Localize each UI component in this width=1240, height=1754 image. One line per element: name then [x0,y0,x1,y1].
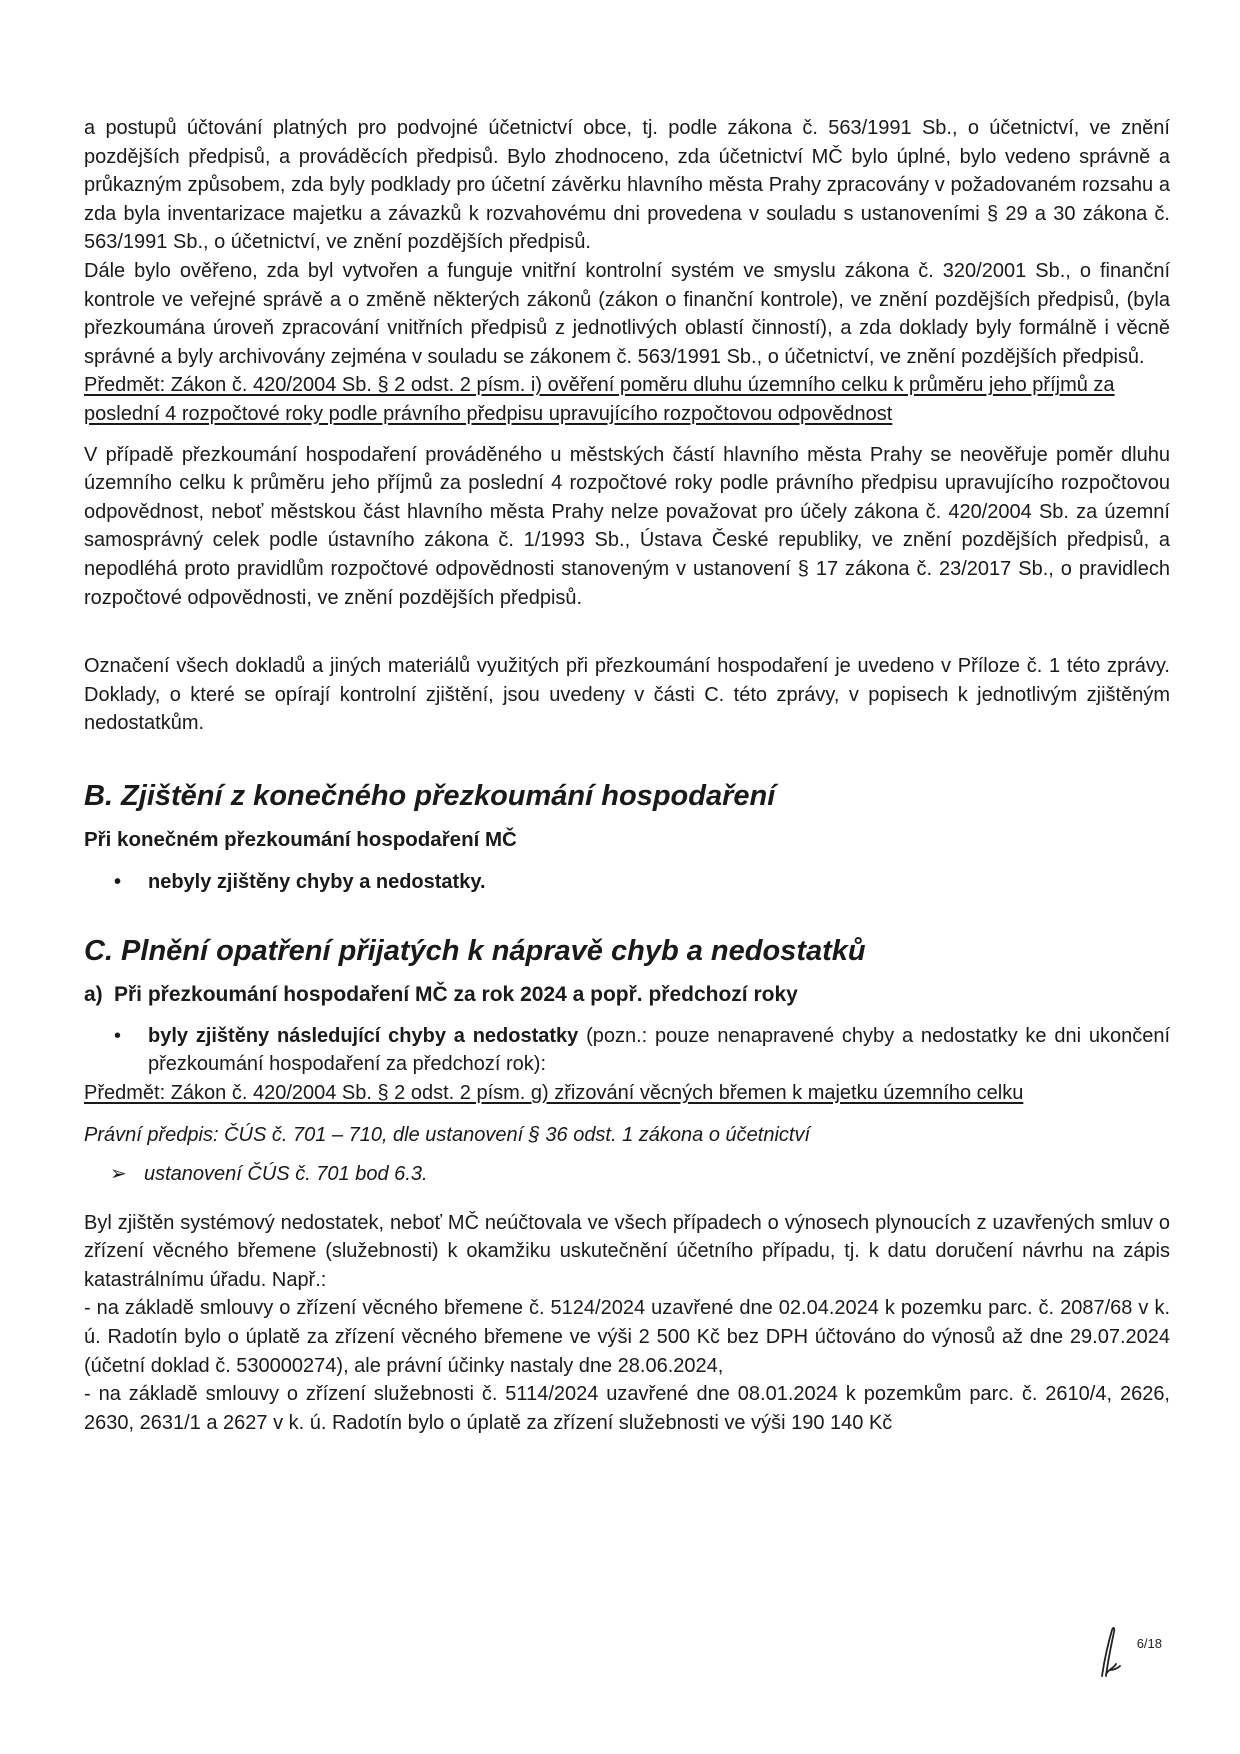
section-b-heading: B. Zjištění z konečného přezkoumání hospodaření [84,779,776,812]
page-number: 6/18 [1136,1636,1162,1651]
subject-easements: Předmět: Zákon č. 420/2004 Sb. § 2 odst. 2 písm. g) zřizování věcných břemen k majetku územního celku [84,1081,1024,1104]
section-c-bullet-bold: byly zjištěny následující chyby a nedostatky [148,1024,579,1047]
arrow-bullet-icon: ➢ [110,1163,127,1186]
section-c-bullet [84,1022,1170,1079]
finding-example-1: - na základě smlouvy o zřízení věcného břemene č. 5124/2024 uzavřené dne 02.04.2024 k pozemku parc. č. 2087/68 v k. ú. Radotín bylo o úplatě za zřízení věcného břemene ve výši 2 500 Kč bez DPH účtováno do výnosů až dne 29.07.2024 (účetní doklad č. 530000274), ale právní účinky nastaly dne 28.06.2024, [84,1297,1170,1377]
section-b-bullet-text: nebyly zjištěny chyby a nedostatky. [148,871,486,894]
section-b-lead: Při konečném přezkoumání hospodaření MČ [84,827,517,851]
section-b-bullet [84,868,1170,897]
subject-debt-ratio: Předmět: Zákon č. 420/2004 Sb. § 2 odst. 2 písm. i) ověření poměru dluhu územního celku k průměru jeho příjmů za poslední 4 rozpočtové roky podle právního předpisu upravujícího rozpočtovou odpovědnost [84,374,1115,425]
bullet-icon: • [114,1024,122,1047]
page-content [84,114,1170,1437]
intro-paragraph-control-system: Dále bylo ověřeno, zda byl vytvořen a funguje vnitřní kontrolní systém ve smyslu zákona č. 320/2001 Sb., o finanční kontrole ve veřejné správě a o změně některých zákonů (zákon o finanční kontrole), ve znění pozdějších předpisů, (byla přezkoumána úroveň zpracování vnitřních předpisů z jednotlivých oblastí činností), a zda doklady byly formálně i věcně správné a byly archivovány zejména v souladu se zákonem č. 563/1991 Sb., o účetnictví, ve znění pozdějších předpisů. [84,259,1170,368]
finding-example-2: - na základě smlouvy o zřízení služebnosti č. 5114/2024 uzavřené dne 08.01.2024 k pozemkům parc. č. 2610/4, 2626, 2630, 2631/1 a 2627 v k. ú. Radotín bylo o úplatě za zřízení služebnosti ve výši 190 140 Kč [84,1383,1170,1434]
paragraph-debt-ratio: V případě přezkoumání hospodaření prováděného u městských částí hlavního města Prahy se neověřuje poměr dluhu územního celku k průměru jeho příjmů za poslední 4 rozpočtové roky podle právního předpisu upravujícího rozpočtovou odpovědnost, neboť městskou část hlavního města Prahy nelze považovat pro účely zákona č. 420/2004 Sb. za územní samosprávný celek podle ústavního zákona č. 1/1993 Sb., Ústava České republiky, ve znění pozdějších předpisů, a nepodléhá proto pravidlům rozpočtové odpovědnosti stanoveným v ustanovení § 17 zákona č. 23/2017 Sb., o pravidlech rozpočtové odpovědnosti, ve znění pozdějších předpisů. [84,443,1170,609]
section-c-bullet-note: (pozn.: pouze nenapravené chyby a nedostatky ke dni ukončení přezkoumání hospodaření za předchozí rok): [148,1024,1170,1076]
subsection-marker: a) [84,983,103,1007]
paragraph-documents: Označení všech dokladů a jiných materiálů využitých při přezkoumání hospodaření je uvedeno v Příloze č. 1 této zprávy. Doklady, o které se opírají kontrolní zjištění, jsou uvedeny v části C. této zprávy, v popisech k jednotlivým zjištěným nedostatkům. [84,655,1170,735]
section-c-heading: C. Plnění opatření přijatých k nápravě chyb a nedostatků [84,935,866,968]
bullet-icon: • [114,871,122,894]
legal-regulation: Právní předpis: ČÚS č. 701 – 710, dle ustanovení § 36 odst. 1 zákona o účetnictví [84,1124,810,1147]
section-c-subsection-a [84,981,1170,1010]
regulation-item-text: ustanovení ČÚS č. 701 bod 6.3. [144,1163,428,1186]
subsection-a-title: Při přezkoumání hospodaření MČ za rok 2024 a popř. předchozí roky [114,983,798,1007]
regulation-item [84,1160,1170,1189]
signature-initials-icon [1088,1624,1128,1680]
intro-paragraph-accounting: a postupů účtování platných pro podvojné účetnictví obce, tj. podle zákona č. 563/1991 Sb., o účetnictví, ve znění pozdějších předpisů, a prováděcích předpisů. Bylo zhodnoceno, zda účetnictví MČ bylo úplné, bylo vedeno správně a průkazným způsobem, zda byly podklady pro účetní závěrku hlavního města Prahy zpracovány v požadovaném rozsahu a zda byla inventarizace majetku a závazků k rozvahovému dni provedena v souladu s ustanoveními § 29 a 30 zákona č. 563/1991 Sb., o účetnictví, ve znění pozdějších předpisů. [84,117,1170,254]
finding-paragraph: Byl zjištěn systémový nedostatek, neboť MČ neúčtovala ve všech případech o výnosech plynoucích z uzavřených smluv o zřízení věcného břemene (služebnosti) k okamžiku uskutečnění účetního případu, tj. k datu doručení návrhu na zápis katastrálnímu úřadu. Např.: [84,1211,1170,1291]
